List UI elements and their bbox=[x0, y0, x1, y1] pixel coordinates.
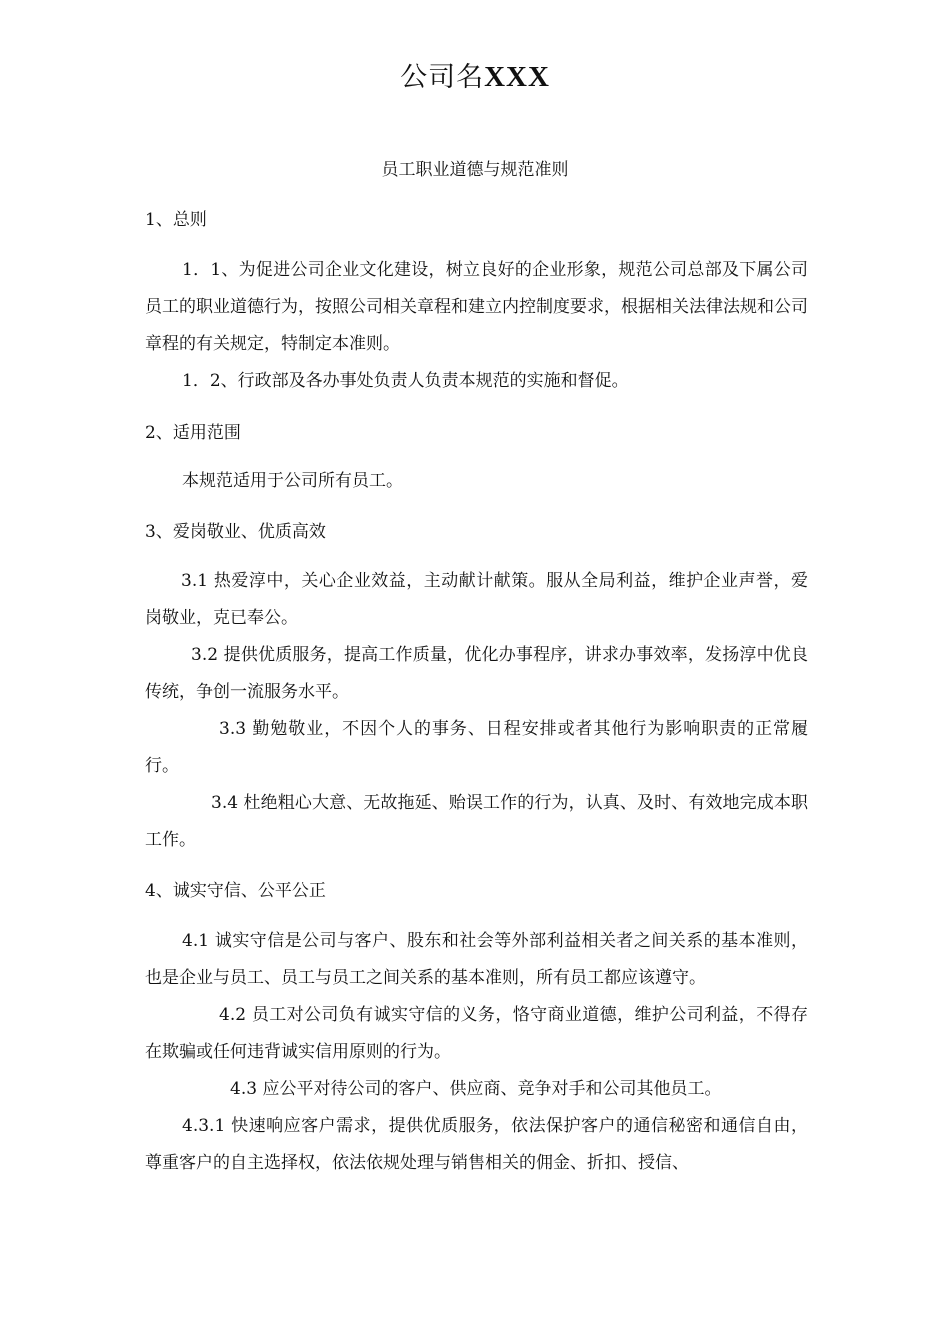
paragraph-1-1: 1．1、为促进公司企业文化建设，树立良好的企业形象，规范公司总部及下属公司员工的职业道德行为，按照公司相关章程和建立内控制度要求，根据相关法律法规和公司章程的有关规定，特制定本准则。 bbox=[145, 260, 808, 354]
paragraph-2-1: 本规范适用于公司所有员工。 bbox=[182, 471, 403, 491]
paragraph-4-3-1: 4.3.1 快速响应客户需求，提供优质服务，依法保护客户的通信秘密和通信自由，尊重客户的自主选择权，依法依规处理与销售相关的佣金、折扣、授信、 bbox=[145, 1116, 808, 1173]
paragraph-3-4: 3.4 杜绝粗心大意、无故拖延、贻误工作的行为，认真、及时、有效地完成本职工作。 bbox=[145, 793, 808, 850]
section-heading-general: 1、总则 bbox=[145, 210, 207, 230]
document-title bbox=[0, 58, 950, 97]
paragraph-3-3: 3.3 勤勉敬业，不因个人的事务、日程安排或者其他行为影响职责的正常履行。 bbox=[145, 719, 808, 776]
section-heading-scope: 2、适用范围 bbox=[145, 423, 241, 443]
section-heading-dedication: 3、爱岗敬业、优质高效 bbox=[145, 522, 326, 542]
company-name: 公司名 bbox=[400, 62, 485, 93]
paragraph-1-2: 1．2、行政部及各办事处负责人负责本规范的实施和督促。 bbox=[182, 371, 629, 391]
section-heading-integrity: 4、诚实守信、公平公正 bbox=[145, 881, 326, 901]
paragraph-4-3: 4.3 应公平对待公司的客户、供应商、竞争对手和公司其他员工。 bbox=[230, 1079, 722, 1099]
paragraph-4-1: 4.1 诚实守信是公司与客户、股东和社会等外部利益相关者之间关系的基本准则，也是企业与员工、员工与员工之间关系的基本准则，所有员工都应该遵守。 bbox=[145, 931, 808, 988]
document-subtitle: 员工职业道德与规范准则 bbox=[381, 160, 569, 180]
paragraph-4-2: 4.2 员工对公司负有诚实守信的义务，恪守商业道德，维护公司利益，不得存在欺骗或任何违背诚实信用原则的行为。 bbox=[145, 1005, 808, 1062]
paragraph-3-2: 3.2 提供优质服务，提高工作质量，优化办事程序，讲求办事效率，发扬淳中优良传统，争创一流服务水平。 bbox=[145, 645, 808, 702]
paragraph-3-1: 3.1 热爱淳中，关心企业效益，主动献计献策。服从全局利益，维护企业声誉，爱岗敬业，克已奉公。 bbox=[145, 571, 808, 628]
company-name-placeholder: XXX bbox=[484, 61, 550, 93]
